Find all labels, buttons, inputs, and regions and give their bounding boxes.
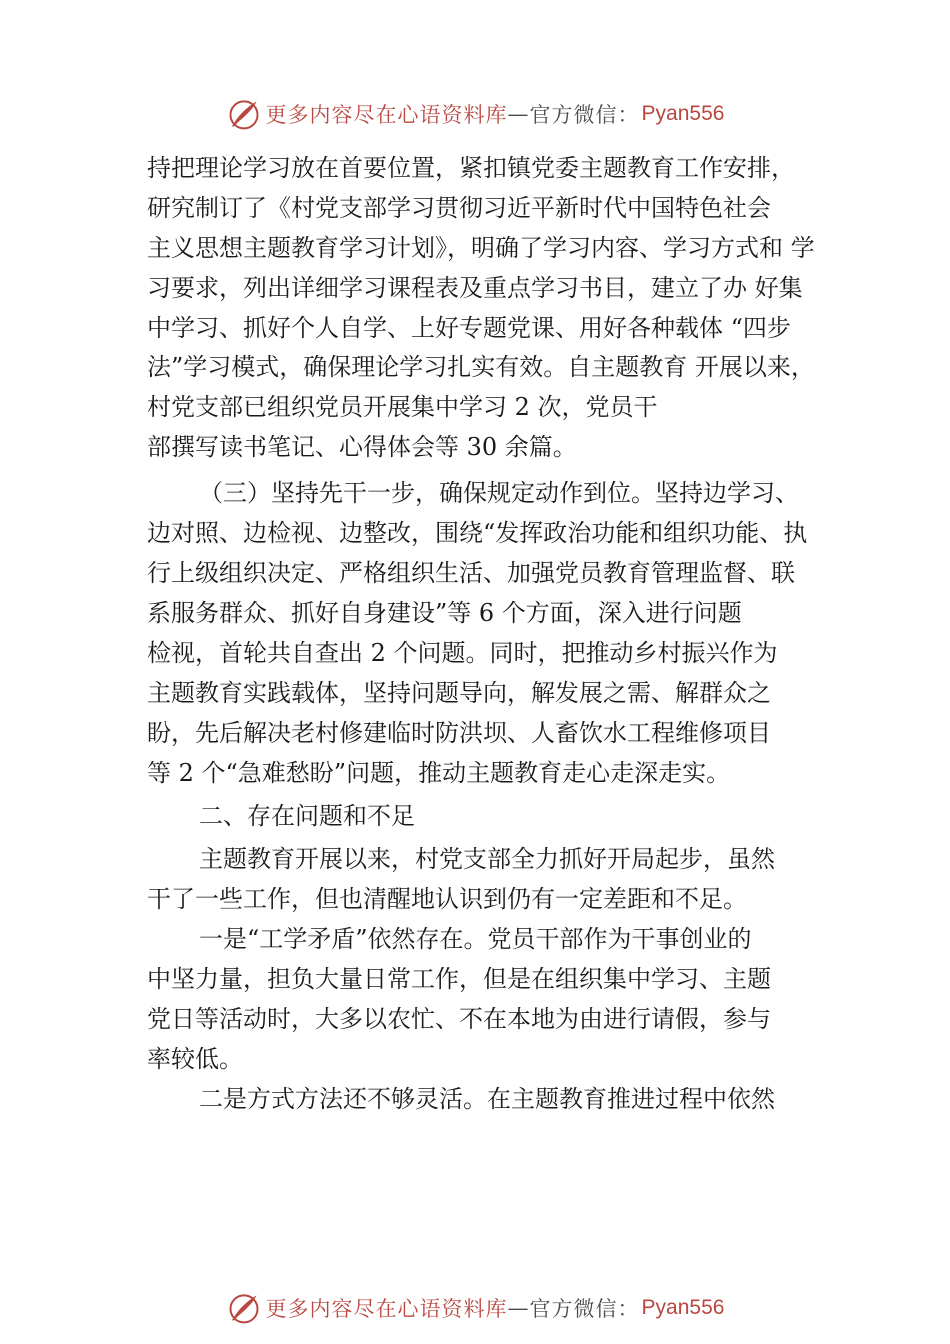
body-line: 主题教育实践载体，坚持问题导向，解发展之需、解群众之	[147, 679, 771, 707]
watermark-footer	[0, 1286, 950, 1330]
body-line: 持把理论学习放在首要位置，紧扣镇党委主题教育工作安排，	[147, 154, 795, 182]
body-line: 中学习、抓好个人自学、上好专题党课、用好各种载体 “四步	[147, 314, 791, 342]
body-line: 习要求，列出详细学习课程表及重点学习书目，建立了办 好集	[147, 274, 803, 302]
watermark-header	[0, 92, 950, 136]
body-line: 一是“工学矛盾”依然存在。党员干部作为干事创业的	[199, 925, 752, 953]
body-line: 等 2 个“急难愁盼”问题，推动主题教育走心走深走实。	[147, 759, 731, 787]
feather-pen-seal-icon	[226, 96, 262, 132]
body-line: 系服务群众、抓好自身建设”等 6 个方面，深入进行问题	[147, 599, 742, 627]
watermark-wechat-id: Pyan556	[641, 102, 725, 125]
body-line: 率较低。	[147, 1045, 243, 1073]
body-line: 主题教育开展以来，村党支部全力抓好开局起步，虽然	[199, 845, 775, 873]
body-line: 研究制订了《村党支部学习贯彻习近平新时代中国特色社会	[147, 194, 771, 222]
body-line: 边对照、边检视、边整改，围绕“发挥政治功能和组织功能、执	[147, 519, 808, 547]
body-line: 干了一些工作，但也清醒地认识到仍有一定差距和不足。	[147, 885, 747, 913]
watermark-channel: 官方微信：	[529, 103, 640, 127]
body-line: 主义思想主题教育学习计划》，明确了学习内容、学习方式和 学	[147, 234, 815, 262]
body-line: 党日等活动时，大多以农忙、不在本地为由进行请假，参与	[147, 1005, 771, 1033]
watermark-brand: 更多内容尽在心语资料库	[265, 1297, 508, 1321]
body-line: 法”学习模式，确保理论学习扎实有效。自主题教育 开展以来，	[147, 353, 815, 381]
body-line: 村党支部已组织党员开展集中学习 2 次，党员干	[147, 393, 658, 421]
section-heading: 二、存在问题和不足	[199, 802, 415, 830]
section-heading: （三）坚持先干一步，确保规定动作到位。坚持边学习、	[199, 479, 799, 507]
watermark-separator: —	[507, 1296, 530, 1320]
watermark-wechat-id: Pyan556	[641, 1296, 725, 1319]
watermark-channel: 官方微信：	[529, 1297, 640, 1321]
watermark-brand: 更多内容尽在心语资料库	[265, 103, 508, 127]
body-line: 盼，先后解决老村修建临时防洪坝、人畜饮水工程维修项目	[147, 719, 771, 747]
body-line: 行上级组织决定、严格组织生活、加强党员教育管理监督、联	[147, 559, 795, 587]
body-line: 中坚力量，担负大量日常工作，但是在组织集中学习、主题	[147, 965, 771, 993]
body-line: 部撰写读书笔记、心得体会等 30 余篇。	[147, 433, 577, 461]
watermark-separator: —	[507, 102, 530, 126]
body-line: 检视，首轮共自查出 2 个问题。同时，把推动乡村振兴作为	[147, 639, 778, 667]
feather-pen-seal-icon	[226, 1290, 262, 1326]
body-line: 二是方式方法还不够灵活。在主题教育推进过程中依然	[199, 1085, 775, 1113]
